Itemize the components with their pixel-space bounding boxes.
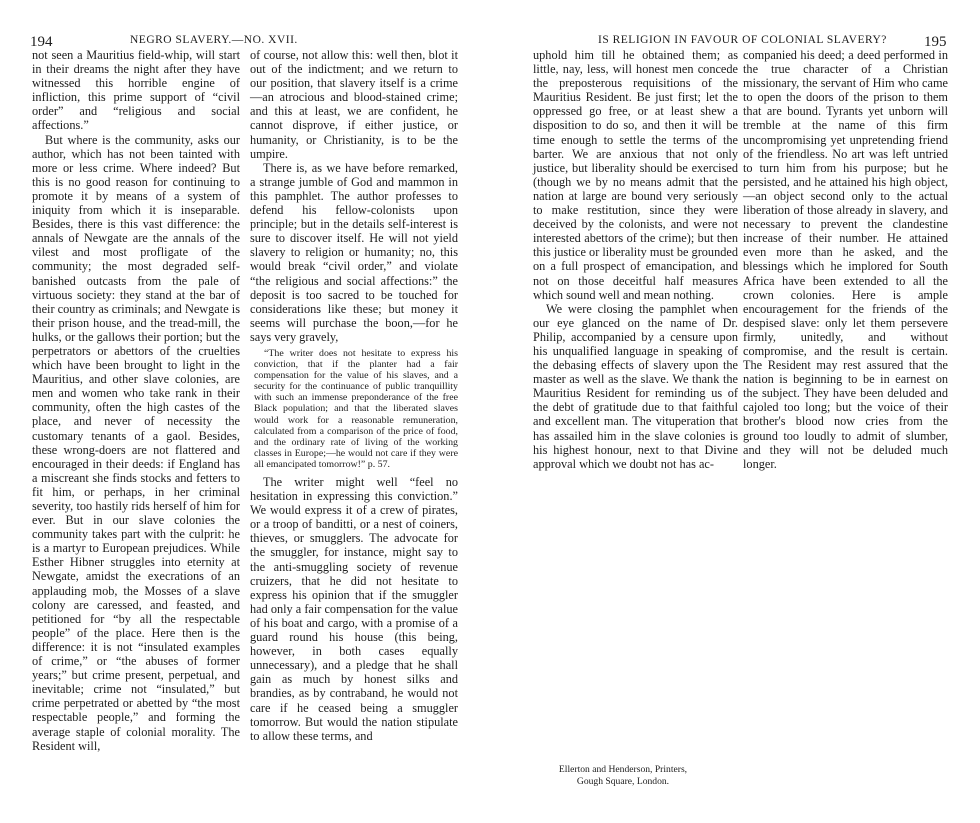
- paragraph: of course, not allow this: well then, blot it out of the indictment; and we return to our position, that slavery itself is a crime—an atrocious and blood-stained crime; and this at least, we are confident, he cannot disprove, if either justice, or humanity, or Christianity, is to be the umpire.: [250, 48, 458, 161]
- right-page-number: 195: [924, 34, 947, 50]
- right-page-column-1: [533, 48, 738, 471]
- paragraph: We were closing the pamphlet when our eye glanced on the name of Dr. Philip, accompanied by a censure upon his unqualified language in speaking of the debasing effects of slavery upon the master as well as the slave. We thank the Mauritius Resident for reminding us of the debt of gratitude due to that faithful and excellent man. The vituperation that has assailed him in the slave colonies is his highest honour, next to that Divine approval which we doubt not has ac-: [533, 301, 738, 471]
- paragraph: The writer might well “feel no hesitation in expressing this conviction.” We would express it of a crew of pirates, or a troop of banditti, or a nest of coiners, thieves, or smugglers. The advocate for the smuggler, for instance, might say to the anti-smuggling society of revenue cruizers, that he did not hesitate to express his opinion that if the smuggler had only a fair compensation for the value of his boat and cargo, with a promise of a guard round his house (this being, however, in both cases equally unnecessary), and a pledge that he shall gain as much by honest silks and brandies, as by contraband, he would not care if he ceased being a smuggler tomorrow. But would the nation stipulate to allow these terms, and: [250, 475, 458, 743]
- paragraph: There is, as we have before remarked, a strange jumble of God and mammon in this pamphlet. The author professes to defend his fellow-colonists upon principle; but in the details self-interest is sure to discover itself. He will not yield slavery to religion or humanity; no, this would break “civil order,” and violate “the religious and social affections:” the deposit is too sacred to be touched for considerations like these; but money it seems will purchase the boon,—for he says very gravely,: [250, 160, 458, 344]
- paragraph: But where is the community, asks our author, which has not been tainted with more or less crime. Where indeed? But this is no good reason for continuing to promote it by means of a system of iniquity from which it is inseparable. Besides, there is this vast difference: the annals of Newgate are the annals of the vilest and most profligate of the community; the most degraded self-banished outcasts from the pale of virtuous society: they stand at the bar of their country as criminals; and Newgate is their prison house, and the tread-mill, the hulks, or the gallows their portion; but the perpetrators or abettors of the cruelties which have been brought to light in the Mauritius, and other slave colonies, are men and women who take rank in their community, often the high castes of the place, and never of necessity the customary tenants of a gaol. Besides, these wrong-doers are not flattered and encouraged in their deeds: if England has a miscreant she finds stocks and fetters to fit him, or perhaps, in her criminal severity, too hastily rids herself of him for ever. But in our slave colonies the community takes part with the culprit: he is a martyr to European prejudices. While Esther Hibner struggles into eternity at Newgate, amidst the execrations of an applauding mob, the Mosses of a slave colony are caressed, and feasted, and petitioned for “by all the respectable people” of the place. Here then is the difference: it is not “insulated examples of crime,” or “the abuses of former years;” but crime present, perpetual, and inevitable; crime not “insulated,” but crime perpetrated or abetted by “the most respectable people,” and forming the average staple of colonial morality. The Resident will,: [32, 132, 240, 753]
- left-page-column-2: [250, 48, 458, 743]
- left-running-head: NEGRO SLAVERY.—NO. XVII.: [130, 34, 298, 46]
- paragraph: companied his deed; a deed performed in the true character of a Christian missionary, the servant of Him who came to open the doors of the prison to them that are bound. Tyrants yet unborn will tremble at the name of this firm uncompromising yet unpretending friend of the friendless. No art was left untried to turn him from his purpose; but he persisted, and he attained his high object,—an object second only to the actual liberation of those already in slavery, and necessary to prevent the clandestine increase of their number. He attained even more than he asked, and the blessings which he implored for South Africa have been extended to all the crown colonies. Here is ample encouragement for the friends of the despised slave: only let them persevere firmly, unitedly, and without compromise, and the result is certain. The Resident may rest assured that the nation is beginning to be in earnest on the subject. They have been deluded and cajoled too long; but the voice of their brother's blood now cries from the ground too loudly to admit of slumber, and they will not be deluded much longer.: [743, 48, 948, 471]
- right-running-head: IS RELIGION IN FAVOUR OF COLONIAL SLAVERY?: [598, 34, 887, 46]
- block-quote: “The writer does not hesitate to express his conviction, that if the planter had a fair compensation for the value of his slaves, and a security for the continuance of public tranquillity with such an immense preponderance of the free Black population; and that the liberated slaves would work for a reasonable remuneration, calculated from a comparison of the price of food, and the ordinary rate of living of the working classes in Europe;—he would not care if they were all emancipated tomorrow!” p. 57.: [254, 347, 458, 470]
- printer-line: Gough Square, London.: [576, 775, 670, 787]
- paragraph: uphold him till he obtained them; as little, nay, less, will honest men concede the preposterous requisitions of the Mauritius Resident. Be just first; let the oppressed go free, or at least shew a disposition to do so, and then it will be time enough to settle the terms of the barter. We are anxious that not only justice, but liberality should be exercised (though we by no means admit that the nation at large are bound very seriously to make restitution, since they were deceived by the colonists, and were not interested abettors of the crime); but then this justice or liberality must be grounded on a full prospect of emancipation, and not on those deceitful half measures which sound well and mean nothing.: [533, 48, 738, 302]
- left-page-number: 194: [30, 34, 53, 50]
- left-page-column-1: [32, 48, 240, 753]
- right-page-column-2: [743, 48, 948, 471]
- printer-imprint: [538, 764, 708, 787]
- printer-line: Ellerton and Henderson, Printers,: [558, 764, 688, 775]
- paragraph: not seen a Mauritius field-whip, will start in their dreams the night after they have witnessed this horrible engine of infliction, this prime support of “civil order” and “religious and social affections.”: [32, 48, 240, 133]
